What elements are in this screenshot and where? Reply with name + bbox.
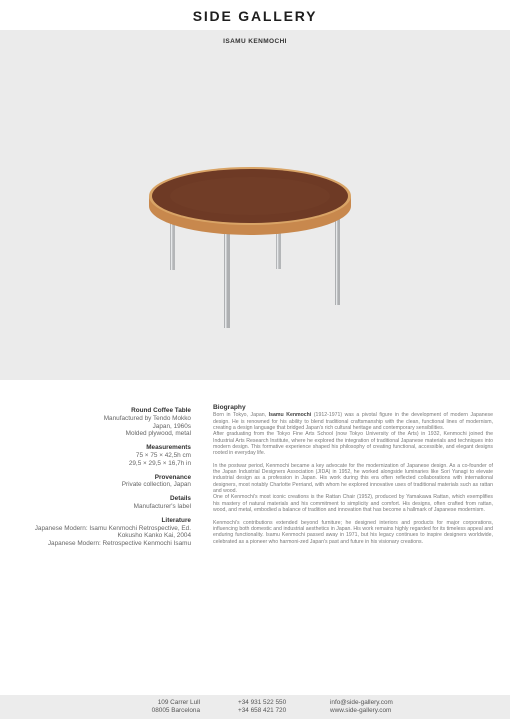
website-link[interactable]: www.side-gallery.com <box>330 707 392 714</box>
footer-contact <box>330 699 430 715</box>
email-link[interactable]: info@side-gallery.com <box>330 699 393 706</box>
manufacturer: Manufactured by Tendo Mokko <box>103 414 191 422</box>
product-title: Round Coffee Table <box>131 407 191 414</box>
product-details <box>10 407 191 548</box>
biography-paragraph: In the postwar period, Kenmochi became a key advocate for the modernization of Japanese design. As a co-founder of the Japan Industrial Designers Association (JIDA) in 1952, he worked alongside luminaries like Sori Yanagi to elevate industrial design as a profession in Japan. His work during this era often reflected collaborations with international designers, most notably Charlotte Perriand, with whom he explored innovative uses of traditional materials such as rattan and wood. <box>213 462 493 495</box>
footer-phones <box>238 699 318 715</box>
footer-address <box>120 699 200 715</box>
literature-heading: Literature <box>161 516 191 524</box>
measurements-heading: Measurements <box>146 444 191 452</box>
biography-paragraph <box>213 412 493 431</box>
literature-2: Kokusho Kanko Kai, 2004 <box>117 532 191 540</box>
phone-link[interactable]: +34 658 421 720 <box>238 707 287 714</box>
measurements-in: 29,5 × 29,5 × 16,7h in <box>128 459 191 467</box>
address-line: 08005 Barcelona <box>151 707 200 714</box>
address-line: 109 Carrer Lull <box>157 699 200 706</box>
bio-designer-name: Isamu Kenmochi <box>268 412 312 419</box>
material: Molded plywood, metal <box>125 430 191 438</box>
origin: Japan, 1960s <box>152 422 191 430</box>
biography-paragraph: Kenmochi's contributions extended beyond furniture; he designed interiors and products for major corporations, influencing both domestic and industrial aesthetics in Japan. His work remains highly regarded for its timeless appeal and enduring functionality. Isamu Kenmochi passed away in 1971, but his legacy continues to inspire designers worldwide, celebrated as a pioneer who harmoni-zed Japan's past and future in his visionary creations. <box>213 519 493 545</box>
details-heading: Details <box>170 495 191 503</box>
biography-paragraph: One of Kenmochi's most iconic creations is the Rattan Chair (1952), produced by Yamakawa Rattan, which exemplifies his mastery of natural materials and his commitment to simplicity and comfort. His designs, often crafted from rattan, wood, and metal, embodied a balance of tradition and innovation that has become a hallmark of Japanese modernism. <box>213 494 493 514</box>
bio-text: Born in Tokyo, Japan, <box>213 412 269 419</box>
footer <box>0 695 510 719</box>
provenance-heading: Provenance <box>154 473 191 481</box>
details-text: Manufacturer's label <box>133 502 191 510</box>
bio-text: (1912-1971) was a pivotal figure in the development of modern Japanese design. He is renowned for his ability to blend traditional craftsmanship with the clean, functional lines of modernism, creating a design language that bridged Japan's rich cultural heritage and contemporary sensibilities. <box>213 412 493 432</box>
measurements-cm: 75 × 75 × 42,5h cm <box>135 451 191 459</box>
biography-paragraph: After graduating from the Tokyo Fine Arts School (now Tokyo University of the Arts) in 1932, Kenmochi joined the Industrial Arts Research Institute, where he explored the integration of traditional Japanese materials and techniques into modern design. This formative experience shaped his philosophy of creating functional, accessible, and elegant designs rooted in everyday life. <box>213 431 493 457</box>
literature-3: Japanese Modern: Retrospective Kenmochi Isamu <box>47 540 191 548</box>
biography-heading: Biography <box>213 404 246 411</box>
provenance: Private collection, Japan <box>121 481 191 489</box>
phone-link[interactable]: +34 931 522 550 <box>238 699 287 706</box>
biography-section <box>213 405 493 545</box>
product-image-panel <box>0 30 510 380</box>
coffee-table-image <box>0 30 510 380</box>
literature-1: Japanese Modern: Isamu Kenmochi Retrospective, Ed. <box>34 524 191 532</box>
designer-name: ISAMU KENMOCHI <box>223 38 287 45</box>
brand-title: SIDE GALLERY <box>192 8 318 24</box>
